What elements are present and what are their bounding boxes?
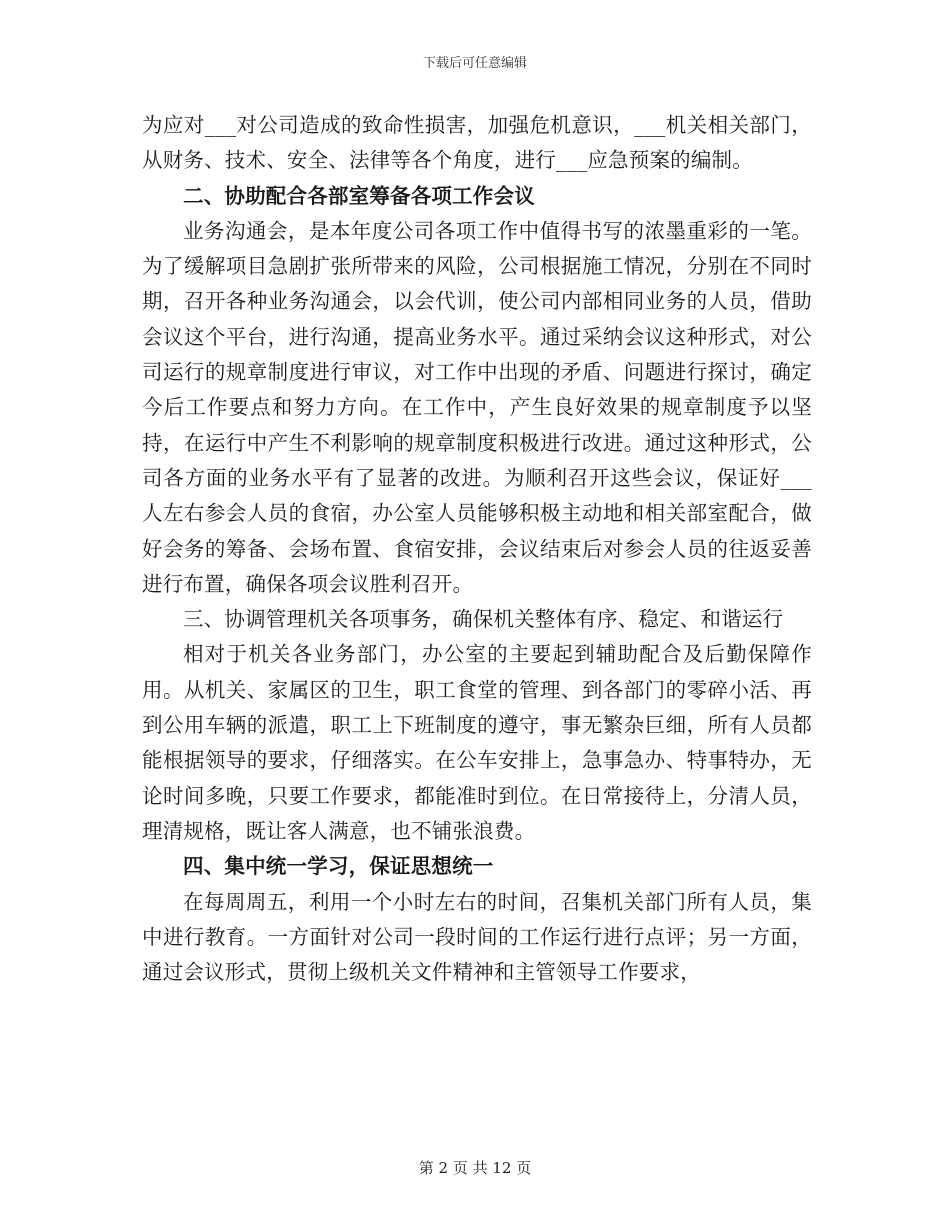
section-heading: 三、协调管理机关各项事务，确保机关整体有序、稳定、和谐运行: [183, 607, 784, 632]
page-header: 下载后可任意编辑: [422, 56, 527, 71]
paragraph: 业务沟通会，是本年度公司各项工作中值得书写的浓墨重彩的一笔。为了缓解项目急剧扩张所带来的风险，公司根据施工情况，分别在不同时期，召开各种业务沟通会，以会代训，使公司内部相同业务的人员，借助会议这个平台，进行沟通，提高业务水平。通过采纳会议这种形式，对公司运行的规章制度进行审议，对工作中出现的矛盾、问题进行探讨，确定今后工作要点和努力方向。在工作中，产生良好效果的规章制度予以坚持，在运行中产生不利影响的规章制度积极进行改进。通过这种形式，公司各方面的业务水平有了显著的改进。为顺利召开这些会议，保证好___人左右参会人员的食宿，办公室人员能够积极主动地和相关部室配合，做好会务的筹备、会场布置、食宿安排，会议结束后对参会人员的往返妥善进行布置，确保各项会议胜利召开。: [142, 218, 812, 596]
section-heading: 二、协助配合各部室筹备各项工作会议: [183, 183, 535, 208]
paragraph: 为应对___对公司造成的致命性损害，加强危机意识，___机关相关部门，从财务、技术、安全、法律等各个角度，进行___应急预案的编制。: [142, 113, 812, 173]
section-heading: 四、集中统一学习，保证思想统一: [183, 854, 494, 879]
document-body: [142, 108, 812, 990]
page-footer: 第 2 页 共 12 页: [418, 1159, 532, 1177]
paragraph: 在每周周五，利用一个小时左右的时间，召集机关部门所有人员，集中进行教育。一方面针对公司一段时间的工作运行进行点评；另一方面，通过会议形式，贯彻上级机关文件精神和主管领导工作要求，: [142, 889, 812, 985]
paragraph: 相对于机关各业务部门，办公室的主要起到辅助配合及后勤保障作用。从机关、家属区的卫生，职工食堂的管理、到各部门的零碎小活、再到公用车辆的派遣，职工上下班制度的遵守，事无繁杂巨细，所有人员都能根据领导的要求，仔细落实。在公车安排上，急事急办、特事特办，无论时间多晚，只要工作要求，都能准时到位。在日常接待上，分清人员，理清规格，既让客人满意，也不铺张浪费。: [142, 642, 812, 843]
